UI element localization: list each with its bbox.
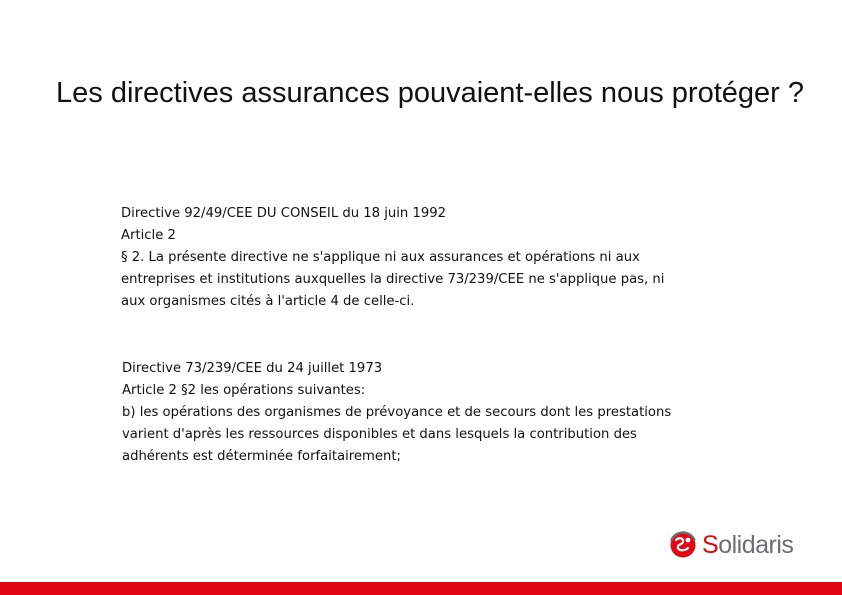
text-line: b) les opérations des organismes de prévoyance et de secours dont les prestations (122, 405, 672, 420)
text-line: Article 2 §2 les opérations suivantes: (122, 383, 366, 398)
text-line: aux organismes cités à l'article 4 de celle-ci. (121, 294, 415, 309)
slide-title: Les directives assurances pouvaient-elles nous protéger ? (56, 77, 804, 109)
text-line: Directive 73/239/CEE du 24 juillet 1973 (122, 361, 383, 376)
bottom-brand-bar (0, 582, 842, 595)
text-line: Directive 92/49/CEE DU CONSEIL du 18 juin 1992 (121, 206, 447, 221)
text-line: § 2. La présente directive ne s'applique ni aux assurances et opérations ni aux (121, 250, 640, 265)
text-line: varient d'après les ressources disponibles et dans lesquels la contribution des (122, 427, 637, 442)
text-line: entreprises et institutions auxquelles la directive 73/239/CEE ne s'applique pas, ni (121, 272, 665, 287)
logo-wordmark-rest: olidaris (718, 530, 794, 559)
directive-73-239-block (122, 358, 762, 468)
text-line: Article 2 (121, 228, 176, 243)
logo-wordmark (702, 531, 793, 560)
solidaris-globe-icon (668, 530, 698, 560)
text-line: adhérents est déterminée forfaitairement; (122, 449, 401, 464)
solidaris-logo (668, 528, 793, 562)
logo-letter-s: S (702, 530, 719, 559)
directive-92-49-block (121, 203, 761, 313)
